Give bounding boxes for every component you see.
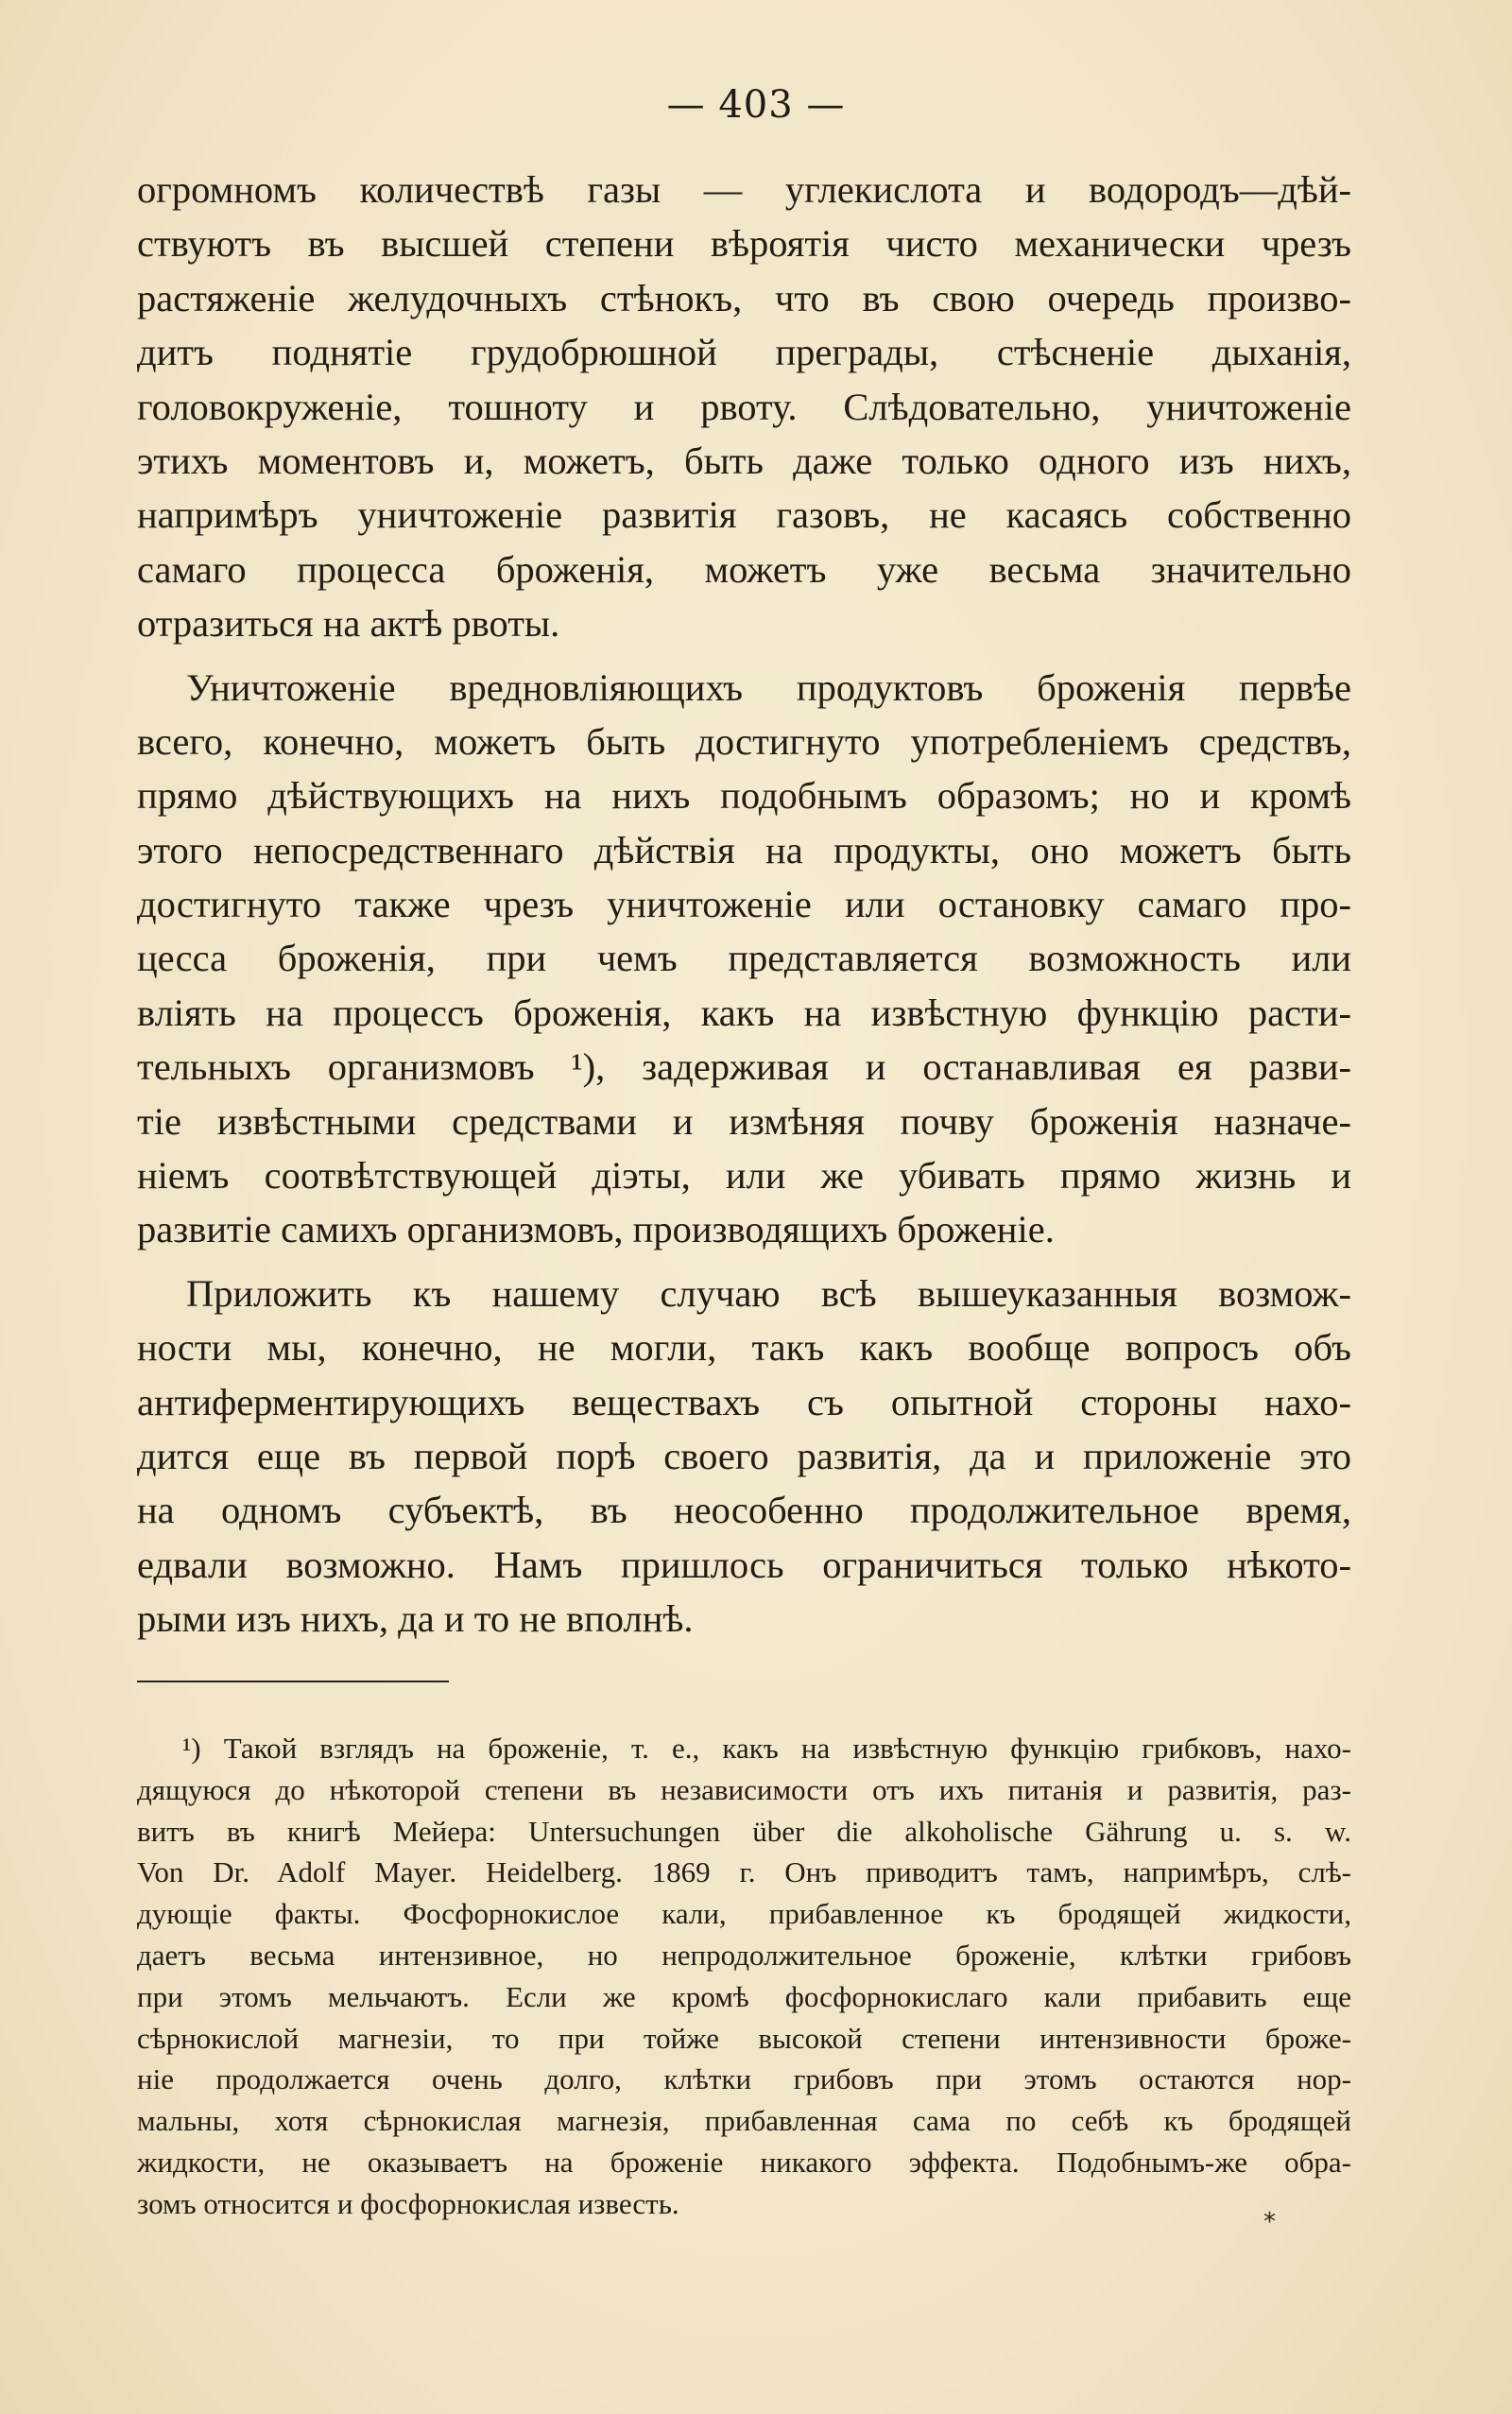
text-line: растяженіе желудочныхъ стѣнокъ, что въ свою очередь произво- [137,276,1351,319]
text-line: огромномъ количествѣ газы — углекислота и водородъ—дѣй- [137,168,1351,211]
text-line: развитіе самихъ организмовъ, производящихъ броженіе. [137,1208,1055,1251]
text-line: антиферментирующихъ веществахъ съ опытной стороны нахо- [137,1380,1351,1423]
text-line: этого непосредственнаго дѣйствія на продукты, оно можетъ быть [137,828,1351,871]
main-text [137,163,1351,1647]
footnote [137,1728,1351,2225]
text-line: тельныхъ организмовъ ¹), задерживая и останавливая ея разви- [137,1045,1351,1089]
text-line: рыми изъ нихъ, да и то не вполнѣ. [137,1597,694,1641]
text-line: напримѣръ уничтоженіе развитія газовъ, не касаясь собственно [137,493,1351,537]
text-line: дитъ поднятіе грудобрюшной преграды, стѣсненіе дыханія, [137,331,1351,374]
paragraph [137,661,1351,1257]
text-line: ствуютъ въ высшей степени вѣроятія чисто механически чрезъ [137,222,1351,266]
footnote-line: ніе продолжается очень долго, клѣтки грибовъ при этомъ остаются нор- [137,2062,1351,2096]
footnote-line: даетъ весьма интензивное, но непродолжительное броженіе, клѣтки грибовъ [137,1938,1351,1972]
text-line: самаго процесса броженія, можетъ уже весьма значительно [137,547,1351,591]
text-line: головокруженіе, тошноту и рвоту. Слѣдовательно, уничтоженіе [137,385,1351,428]
text-line: дится еще въ первой порѣ своего развитія, да и приложеніе это [137,1434,1351,1477]
text-line: этихъ моментовъ и, можетъ, быть даже только одного изъ нихъ, [137,439,1351,482]
footnote-line: дующіе факты. Фосфорнокислое кали, прибавленное къ бродящей жидкости, [137,1897,1351,1931]
text-line: на одномъ субъектѣ, въ неособенно продолжительное время, [137,1489,1351,1532]
footnote-rule [137,1681,449,1682]
text-line: Приложить къ нашему случаю всѣ вышеуказанныя возмож- [186,1271,1351,1315]
text-line: всего, конечно, можетъ быть достигнуто употребленіемъ средствъ, [137,719,1351,763]
footnote-line: зомъ относится и фосфорнокислая известь. [137,2186,679,2220]
footnote-line: дящуюся до нѣкоторой степени въ независимости отъ ихъ питанія и развитія, раз- [137,1772,1351,1806]
paragraph [137,1267,1351,1647]
printer-mark: * [1263,2208,1276,2236]
footnote-line: мальны, хотя сѣрнокислая магнезія, прибавленная сама по себѣ къ бродящей [137,2104,1351,2138]
text-line: отразиться на актѣ рвоты. [137,602,560,646]
text-line: прямо дѣйствующихъ на нихъ подобнымъ образомъ; но и кромѣ [137,774,1351,818]
text-line: цесса броженія, при чемъ представляется возможность или [137,937,1351,980]
footnote-line: сѣрнокислой магнезіи, то при тойже высокой степени интензивности броже- [137,2021,1351,2055]
text-line: ности мы, конечно, не могли, такъ какъ вообще вопросъ объ [137,1326,1351,1370]
footnote-line: витъ въ книгѣ Мейера: Untersuchungen über die alkoholische Gährung u. s. w. [137,1814,1351,1848]
footnote-line: ¹) Такой взглядъ на броженіе, т. е., какъ на извѣстную функцію грибковъ, нахо- [182,1732,1351,1765]
footnote-line: Von Dr. Adolf Mayer. Heidelberg. 1869 г. Онъ приводитъ тамъ, напримѣръ, слѣ- [137,1855,1351,1889]
text-line: ніемъ соотвѣтствующей діэты, или же убивать прямо жизнь и [137,1154,1351,1198]
paragraph [137,163,1351,651]
text-line: достигнуто также чрезъ уничтоженіе или остановку самаго про- [137,883,1351,926]
text-line: едвали возможно. Намъ пришлось ограничиться только нѣкото- [137,1543,1351,1586]
footnote-line: жидкости, не оказываетъ на броженіе никакого эффекта. Подобнымъ-же обра- [137,2145,1351,2179]
text-line: вліять на процессъ броженія, какъ на извѣстную функцію расти- [137,991,1351,1034]
page-number: — 403 — [666,83,846,127]
text-line: тіе извѣстными средствами и измѣняя почву броженія назначе- [137,1099,1351,1143]
text-line: Уничтоженіе вредновліяющихъ продуктовъ броженія первѣе [186,665,1351,709]
footnote-line: при этомъ мельчаютъ. Если же кромѣ фосфорнокислаго кали прибавить еще [137,1979,1351,2013]
